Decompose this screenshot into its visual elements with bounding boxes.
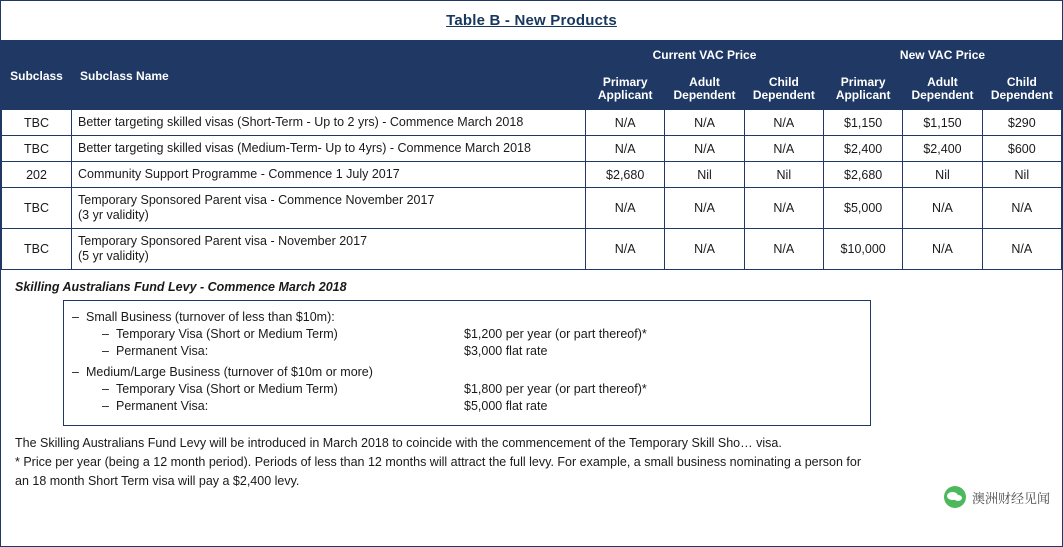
cell-new-primary: $10,000 xyxy=(823,229,902,270)
cell-new-primary: $2,400 xyxy=(823,136,902,162)
levy-group-heading-text: Small Business (turnover of less than $10m): xyxy=(86,310,335,324)
cell-new-child: Nil xyxy=(982,162,1061,188)
cell-current-child: N/A xyxy=(744,188,823,229)
dash-bullet-icon: – xyxy=(72,365,79,379)
levy-item-value: $1,800 per year (or part thereof)* xyxy=(464,382,647,396)
cell-new-adult: $1,150 xyxy=(903,110,982,136)
page-title: Table B - New Products xyxy=(446,12,617,29)
cell-subclass: TBC xyxy=(2,136,72,162)
cell-subclass: TBC xyxy=(2,110,72,136)
header-subclass-name: Subclass Name xyxy=(72,42,586,110)
cell-new-child: N/A xyxy=(982,229,1061,270)
cell-current-child: N/A xyxy=(744,229,823,270)
cell-subclass-name xyxy=(72,229,586,270)
cell-new-child: N/A xyxy=(982,188,1061,229)
cell-subclass-name-line2: (5 yr validity) xyxy=(78,249,149,263)
header-current-adult-dependent: Adult Dependent xyxy=(665,68,744,110)
footnote-line-2: * Price per year (being a 12 month period). Periods of less than 12 months will attract the full levy. For example, a small business nominating a person for xyxy=(15,455,862,469)
cell-subclass-name-line1: Better targeting skilled visas (Medium-Term- Up to 4yrs) - Commence March 2018 xyxy=(78,141,531,155)
table-header xyxy=(2,42,1062,110)
header-new-vac-price: New VAC Price xyxy=(823,42,1061,68)
cell-current-primary: N/A xyxy=(586,136,665,162)
header-current-vac-price: Current VAC Price xyxy=(586,42,824,68)
header-new-adult-dependent: Adult Dependent xyxy=(903,68,982,110)
levy-item xyxy=(64,343,870,360)
levy-item-value: $5,000 flat rate xyxy=(464,399,548,413)
cell-subclass: 202 xyxy=(2,162,72,188)
table-title-row xyxy=(1,1,1062,41)
cell-subclass: TBC xyxy=(2,188,72,229)
levy-group-small-business xyxy=(64,309,870,360)
watermark-text: 澳洲财经见闻 xyxy=(971,490,1050,506)
levy-group-heading-text: Medium/Large Business (turnover of $10m or more) xyxy=(86,365,373,379)
dash-bullet-icon: – xyxy=(72,310,79,324)
cell-subclass: TBC xyxy=(2,229,72,270)
cell-subclass-name-line1: Better targeting skilled visas (Short-Term - Up to 2 yrs) - Commence March 2018 xyxy=(78,115,524,129)
cell-new-child: $290 xyxy=(982,110,1061,136)
table-row xyxy=(2,110,1062,136)
levy-box xyxy=(63,300,871,426)
cell-subclass-name-line1: Temporary Sponsored Parent visa - November 2017 xyxy=(78,234,368,248)
cell-new-adult: $2,400 xyxy=(903,136,982,162)
cell-current-adult: N/A xyxy=(665,136,744,162)
table-row xyxy=(2,162,1062,188)
dash-bullet-icon: – xyxy=(102,327,109,341)
cell-subclass-name-line2: (3 yr validity) xyxy=(78,208,149,222)
cell-current-primary: $2,680 xyxy=(586,162,665,188)
levy-item-value: $3,000 flat rate xyxy=(464,344,548,358)
header-new-child-dependent: Child Dependent xyxy=(982,68,1061,110)
header-current-child-dependent: Child Dependent xyxy=(744,68,823,110)
cell-subclass-name xyxy=(72,110,586,136)
cell-new-adult: Nil xyxy=(903,162,982,188)
cell-current-child: N/A xyxy=(744,136,823,162)
cell-current-adult: N/A xyxy=(665,110,744,136)
levy-group-heading xyxy=(64,364,870,381)
cell-subclass-name xyxy=(72,188,586,229)
cell-subclass-name xyxy=(72,162,586,188)
cell-new-primary: $1,150 xyxy=(823,110,902,136)
header-new-primary-applicant: Primary Applicant xyxy=(823,68,902,110)
header-current-primary-applicant: Primary Applicant xyxy=(586,68,665,110)
levy-item-label: Temporary Visa (Short or Medium Term) xyxy=(116,382,338,396)
cell-current-primary: N/A xyxy=(586,229,665,270)
levy-group-heading xyxy=(64,309,870,326)
cell-new-adult: N/A xyxy=(903,229,982,270)
table-body xyxy=(2,110,1062,270)
cell-current-adult: Nil xyxy=(665,162,744,188)
table-row xyxy=(2,229,1062,270)
footnotes xyxy=(1,426,1062,491)
levy-item xyxy=(64,398,870,415)
cell-subclass-name-line1: Community Support Programme - Commence 1 July 2017 xyxy=(78,167,400,181)
footnote-line-1: The Skilling Australians Fund Levy will be introduced in March 2018 to coincide with the commencement of the Temporary Skill Sho… visa. xyxy=(15,436,782,450)
levy-item-label: Temporary Visa (Short or Medium Term) xyxy=(116,327,338,341)
cell-new-primary: $2,680 xyxy=(823,162,902,188)
new-products-table xyxy=(1,41,1062,270)
levy-group-medium-large-business xyxy=(64,364,870,415)
cell-current-adult: N/A xyxy=(665,188,744,229)
cell-subclass-name-line1: Temporary Sponsored Parent visa - Commence November 2017 xyxy=(78,193,435,207)
levy-section xyxy=(1,270,1062,426)
levy-item-value: $1,200 per year (or part thereof)* xyxy=(464,327,647,341)
cell-current-child: N/A xyxy=(744,110,823,136)
table-row xyxy=(2,188,1062,229)
cell-current-primary: N/A xyxy=(586,110,665,136)
table-row xyxy=(2,136,1062,162)
footnote-line-3: an 18 month Short Term visa will pay a $2,400 levy. xyxy=(15,474,300,488)
cell-new-adult: N/A xyxy=(903,188,982,229)
cell-subclass-name xyxy=(72,136,586,162)
levy-item xyxy=(64,326,870,343)
levy-title: Skilling Australians Fund Levy - Commence March 2018 xyxy=(15,280,347,294)
cell-current-adult: N/A xyxy=(665,229,744,270)
cell-new-child: $600 xyxy=(982,136,1061,162)
cell-new-primary: $5,000 xyxy=(823,188,902,229)
dash-bullet-icon: – xyxy=(102,382,109,396)
levy-item-label: Permanent Visa: xyxy=(116,399,209,413)
table-header-group-row xyxy=(2,42,1062,68)
dash-bullet-icon: – xyxy=(102,344,109,358)
levy-item-label: Permanent Visa: xyxy=(116,344,209,358)
dash-bullet-icon: – xyxy=(102,399,109,413)
header-subclass: Subclass xyxy=(2,42,72,110)
cell-current-child: Nil xyxy=(744,162,823,188)
levy-item xyxy=(64,381,870,398)
cell-current-primary: N/A xyxy=(586,188,665,229)
